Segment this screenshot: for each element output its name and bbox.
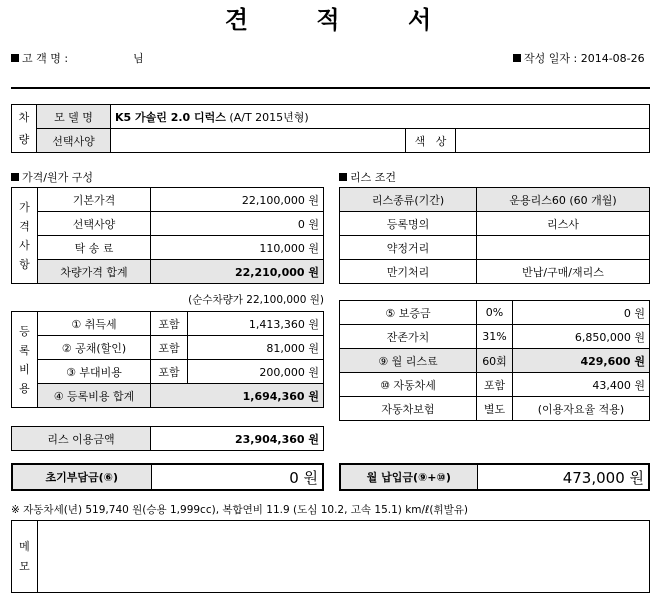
customer-label: 고 객 명 : [22, 52, 69, 65]
payment-row-value: 0 원 [513, 301, 650, 325]
memo-table [11, 520, 650, 593]
lease-conditions-table [339, 187, 650, 284]
color-value [456, 129, 650, 153]
tax-fuel-footnote: ※ 자동차세(년) 519,740 원(승용 1,999cc), 복합연비 11.9 (도심 10.2, 고속 15.1) km/ℓ(휘발유) [11, 504, 469, 516]
car-side-label: 차 량 [12, 105, 37, 153]
payment-row-label: ⑨ 월 리스료 [340, 349, 477, 373]
date-value: 2014-08-26 [580, 52, 645, 65]
lease-row-label: 약정거리 [340, 236, 477, 260]
initial-payment-label: 초기부담금(⑥) [12, 464, 151, 490]
square-bullet-icon [339, 173, 347, 181]
square-bullet-icon [11, 54, 19, 62]
model-value: K5 가솔린 2.0 디럭스 (A/T 2015년형) [111, 105, 650, 129]
price-row-label: 선택사양 [38, 212, 151, 236]
payment-row-value: 43,400 원 [513, 373, 650, 397]
registration-row-value: 81,000 원 [188, 336, 324, 360]
lease-row-value: 운용리스60 (60 개월) [477, 188, 650, 212]
registration-row-label: ③ 부대비용 [38, 360, 151, 384]
car-table [11, 104, 650, 153]
color-label: 색 상 [406, 129, 456, 153]
price-section-heading: 가격/원가 구성 [11, 169, 93, 185]
lease-row-value: 반납/구매/재리스 [477, 260, 650, 284]
lease-amount-table [11, 426, 324, 451]
price-total-value: 22,210,000 원 [151, 260, 324, 284]
registration-row-label: ② 공채(할인) [38, 336, 151, 360]
header-divider [11, 87, 650, 89]
document-title: 견 적 서 [224, 6, 462, 34]
registration-row-value: 200,000 원 [188, 360, 324, 384]
model-label: 모 델 명 [37, 105, 111, 129]
payment-row-label: ⑤ 보증금 [340, 301, 477, 325]
payment-row-rate: 포함 [477, 373, 513, 397]
registration-side-label: 등 록 비 용 [12, 312, 38, 408]
lease-row-value: 리스사 [477, 212, 650, 236]
price-total-label: 차량가격 합계 [38, 260, 151, 284]
payment-row-label: 자동차보험 [340, 397, 477, 421]
registration-cost-table [11, 311, 324, 408]
monthly-payment-table [339, 463, 650, 491]
date-field [513, 50, 645, 66]
price-row-value: 110,000 원 [151, 236, 324, 260]
monthly-payment-label: 월 납입금(⑨+⑩) [340, 464, 477, 490]
registration-row-label: ① 취득세 [38, 312, 151, 336]
payment-row-value: 6,850,000 원 [513, 325, 650, 349]
initial-payment-table [11, 463, 324, 491]
customer-name-field [11, 50, 144, 66]
options-value [111, 129, 406, 153]
lease-row-label: 등록명의 [340, 212, 477, 236]
registration-row-included: 포함 [151, 336, 188, 360]
memo-side-label: 메 모 [12, 521, 38, 593]
pure-price-note: (순수차량가 22,100,000 원) [188, 294, 324, 306]
price-side-label: 가 격 사 항 [12, 188, 38, 284]
date-label: 작성 일자 : [524, 52, 578, 65]
registration-total-value: 1,694,360 원 [151, 384, 324, 408]
memo-area[interactable] [38, 521, 650, 593]
lease-row-label: 만기처리 [340, 260, 477, 284]
payment-row-label: 잔존가치 [340, 325, 477, 349]
lease-row-value [477, 236, 650, 260]
payment-row-rate: 31% [477, 325, 513, 349]
initial-payment-value: 0 원 [151, 464, 323, 490]
price-row-value: 0 원 [151, 212, 324, 236]
payment-row-value: 429,600 원 [513, 349, 650, 373]
registration-row-value: 1,413,360 원 [188, 312, 324, 336]
payment-row-rate: 60회 [477, 349, 513, 373]
registration-row-included: 포함 [151, 360, 188, 384]
payment-row-rate: 별도 [477, 397, 513, 421]
monthly-payment-value: 473,000 원 [477, 464, 649, 490]
registration-row-included: 포함 [151, 312, 188, 336]
lease-section-heading: 리스 조건 [339, 169, 396, 185]
payment-row-value: (이용자요율 적용) [513, 397, 650, 421]
square-bullet-icon [11, 173, 19, 181]
lease-amount-label: 리스 이용금액 [12, 427, 151, 451]
payment-row-label: ⑩ 자동차세 [340, 373, 477, 397]
options-label: 선택사양 [37, 129, 111, 153]
registration-total-label: ④ 등록비용 합계 [38, 384, 151, 408]
customer-suffix: 님 [133, 52, 144, 65]
price-table [11, 187, 324, 284]
square-bullet-icon [513, 54, 521, 62]
price-row-value: 22,100,000 원 [151, 188, 324, 212]
price-row-label: 기본가격 [38, 188, 151, 212]
price-row-label: 탁 송 료 [38, 236, 151, 260]
lease-amount-value: 23,904,360 원 [151, 427, 324, 451]
lease-row-label: 리스종류(기간) [340, 188, 477, 212]
lease-payment-table [339, 300, 650, 421]
payment-row-rate: 0% [477, 301, 513, 325]
